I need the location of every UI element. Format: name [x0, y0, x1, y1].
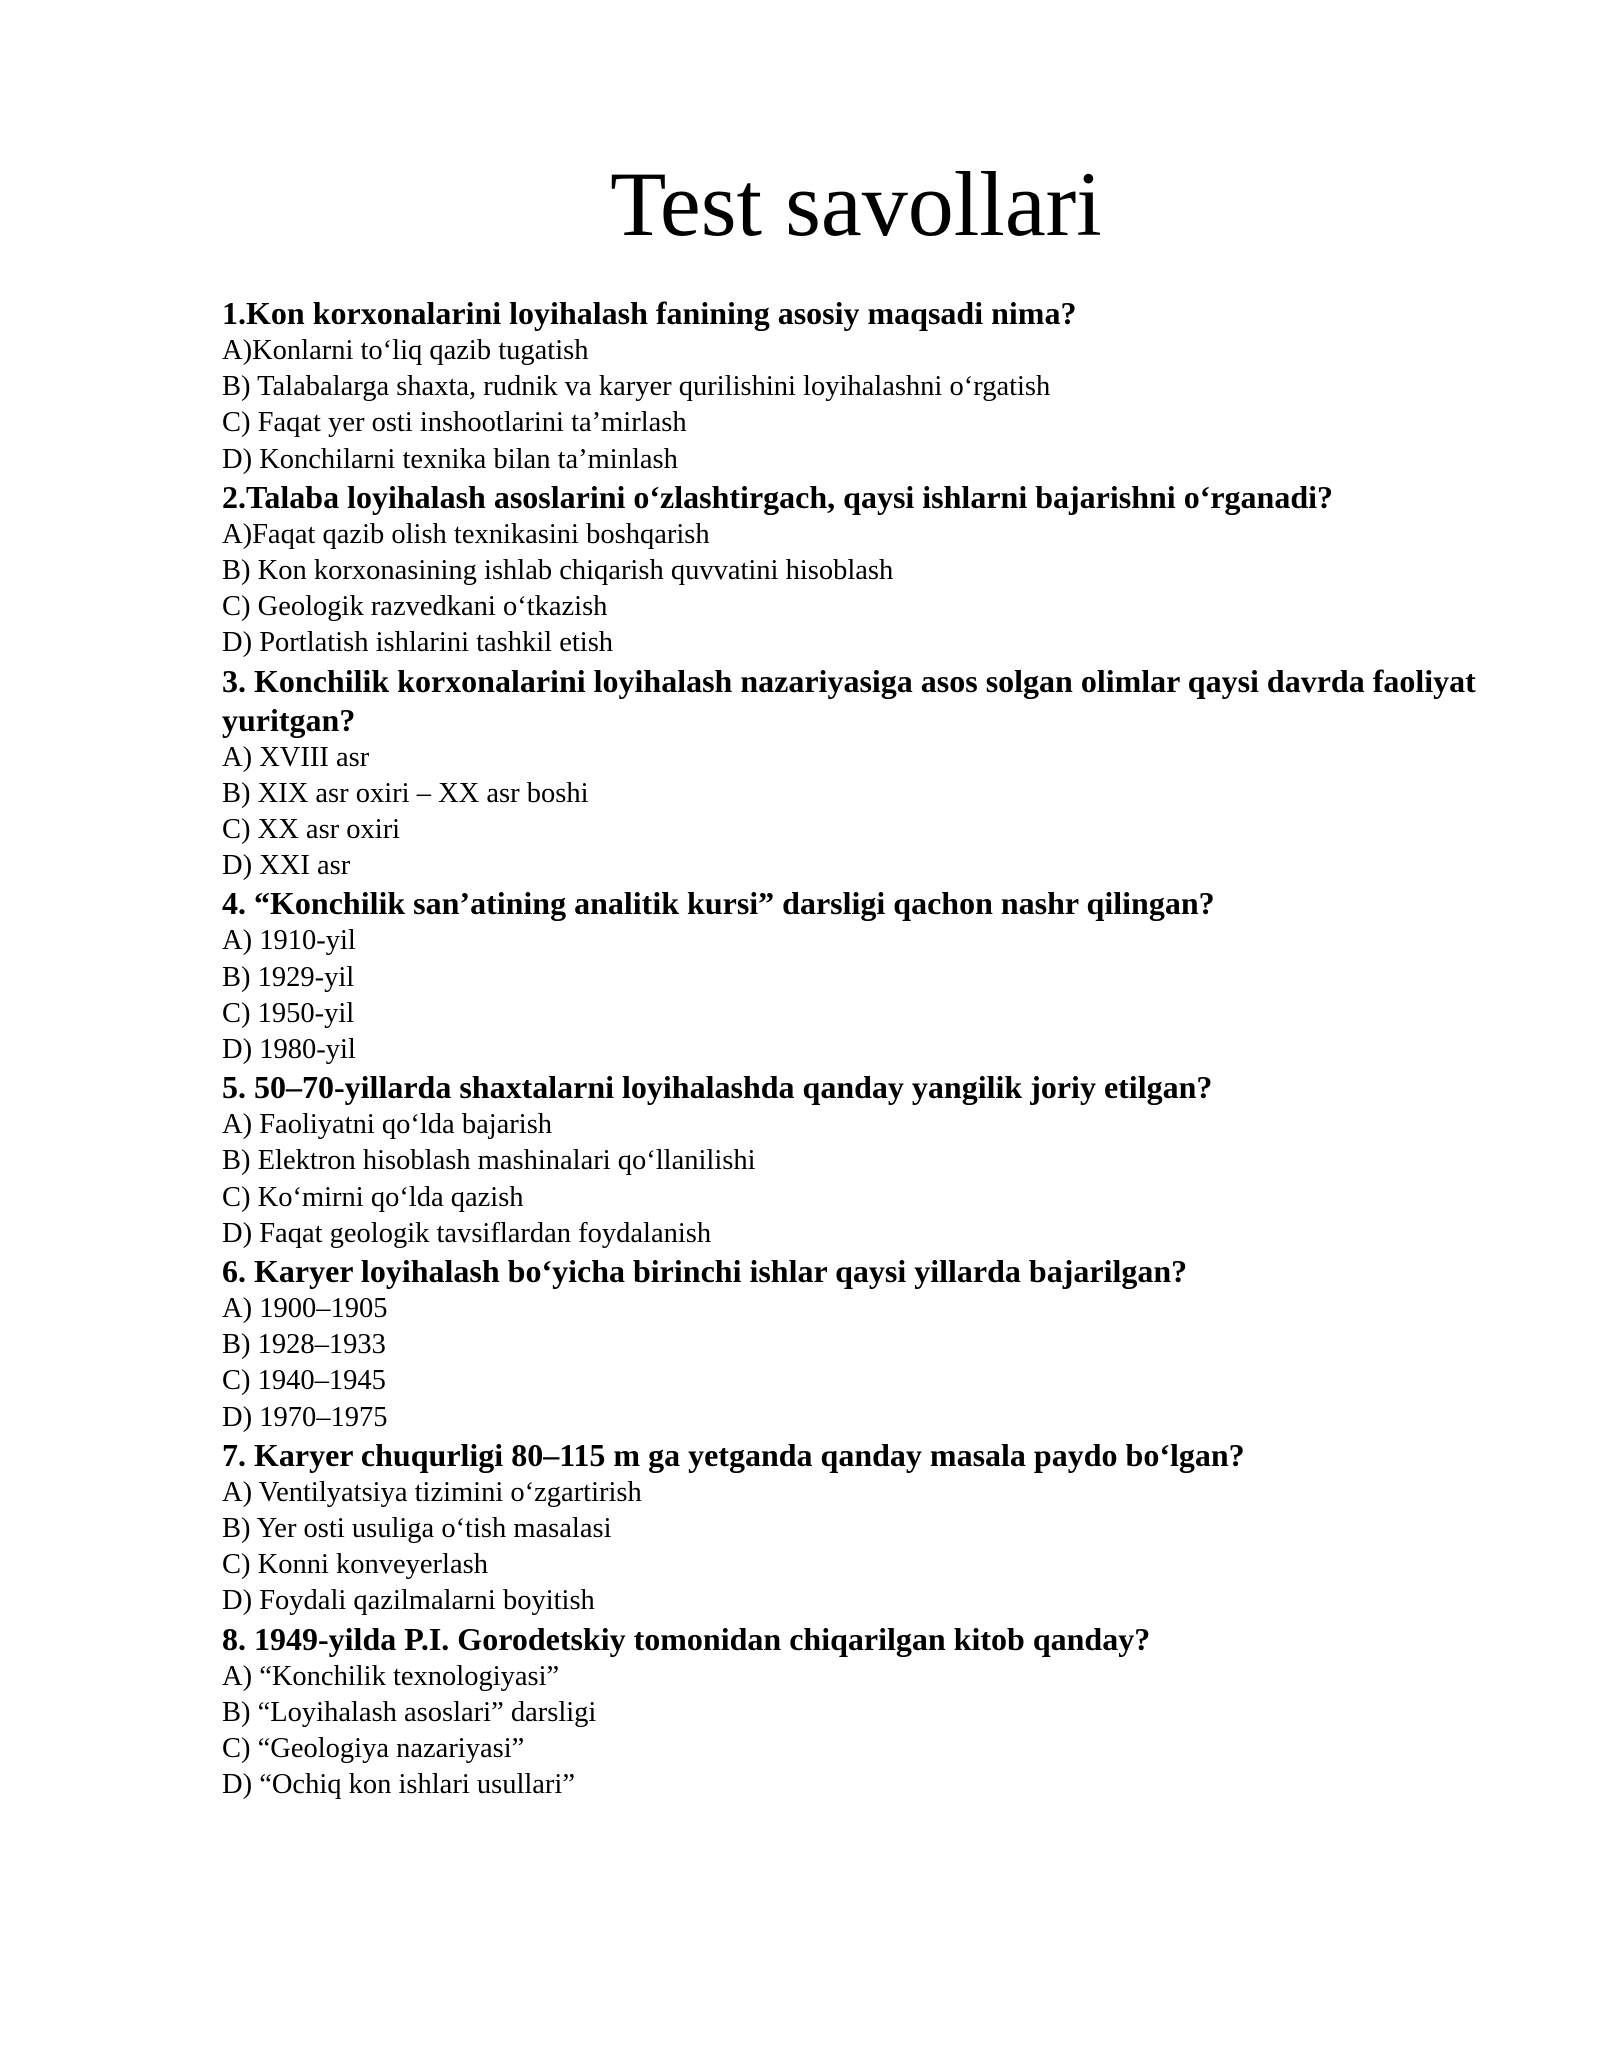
answer-option: B) XIX asr oxiri – XX asr boshi	[222, 777, 589, 809]
question-text: 3. Konchilik korxonalarini loyihalash nazariyasiga asos solgan olimlar qaysi davrda faoliyat yuritgan?	[222, 662, 1476, 738]
answer-option: C) Faqat yer osti inshootlarini ta’mirlash	[222, 407, 687, 439]
answer-option: A) 1910-yil	[222, 925, 356, 957]
answer-option: A) 1900–1905	[222, 1293, 388, 1325]
question-list	[222, 294, 1522, 1804]
answer-option: A) Faoliyatni qo‘lda bajarish	[222, 1109, 553, 1141]
question-text: 4. “Konchilik san’atining analitik kursi” darsligi qachon nashr qilingan?	[222, 885, 1215, 922]
answer-option: A)Konlarni to‘liq qazib tugatish	[222, 335, 589, 366]
answer-option: C) Ko‘mirni qo‘lda qazish	[222, 1181, 524, 1213]
answer-option: B) Talabalarga shaxta, rudnik va karyer qurilishini loyihalashni o‘rgatish	[222, 371, 1051, 403]
question-text: 7. Karyer chuqurligi 80–115 m ga yetganda qanday masala paydo bo‘lgan?	[222, 1436, 1245, 1473]
answer-option: D) Foydali qazilmalarni boyitish	[222, 1585, 595, 1617]
answer-option: B) “Loyihalash asoslari” darsligi	[222, 1696, 597, 1728]
question-block	[222, 662, 1522, 885]
question-text: 1.Kon korxonalarini loyihalash fanining asosiy maqsadi nima?	[222, 295, 1077, 331]
answer-option: D) 1970–1975	[222, 1401, 388, 1433]
page-title: Test savollari	[610, 153, 1102, 255]
answer-option: C) “Geologiya nazariyasi”	[222, 1733, 525, 1765]
answer-option: A) “Konchilik texnologiyasi”	[222, 1660, 560, 1692]
answer-option: C) Geologik razvedkani o‘tkazish	[222, 591, 608, 623]
answer-option: C) XX asr oxiri	[222, 814, 401, 846]
answer-option: D) Faqat geologik tavsiflardan foydalanish	[222, 1217, 712, 1249]
answer-option: B) 1929-yil	[222, 961, 355, 993]
answer-option: C) Konni konveyerlash	[222, 1549, 488, 1581]
answer-option: D) “Ochiq kon ishlari usullari”	[222, 1769, 575, 1801]
answer-option: A) Ventilyatsiya tizimini o‘zgartirish	[222, 1476, 642, 1508]
answer-option: B) Kon korxonasining ishlab chiqarish quvvatini hisoblash	[222, 555, 894, 587]
question-block	[222, 478, 1522, 662]
answer-option: B) Elektron hisoblash mashinalari qo‘llanilishi	[222, 1145, 756, 1177]
answer-option: B) 1928–1933	[222, 1329, 386, 1361]
question-block	[222, 1436, 1522, 1620]
question-text: 2.Talaba loyihalash asoslarini o‘zlashtirgach, qaysi ishlarni bajarishni o‘rganadi?	[222, 478, 1334, 515]
answer-option: C) 1950-yil	[222, 997, 355, 1029]
question-text: 5. 50–70-yillarda shaxtalarni loyihalashda qanday yangilik joriy etilgan?	[222, 1069, 1213, 1106]
question-text: 6. Karyer loyihalash bo‘yicha birinchi ishlar qaysi yillarda bajarilgan?	[222, 1253, 1188, 1290]
question-text: 8. 1949-yilda P.I. Gorodetskiy tomonidan chiqarilgan kitob qanday?	[222, 1620, 1151, 1657]
answer-option: D) XXI asr	[222, 850, 351, 882]
question-block	[222, 1620, 1522, 1804]
answer-option: D) Konchilarni texnika bilan ta’minlash	[222, 443, 678, 475]
question-block	[222, 1068, 1522, 1252]
answer-option: B) Yer osti usuliga o‘tish masalasi	[222, 1513, 612, 1545]
answer-option: A) XVIII asr	[222, 741, 370, 773]
answer-option: D) Portlatish ishlarini tashkil etish	[222, 627, 614, 659]
answer-option: C) 1940–1945	[222, 1365, 386, 1397]
question-block	[222, 884, 1522, 1068]
answer-option: A)Faqat qazib olish texnikasini boshqarish	[222, 518, 710, 550]
question-block	[222, 1252, 1522, 1436]
answer-option: D) 1980-yil	[222, 1034, 356, 1066]
question-block	[222, 294, 1522, 478]
